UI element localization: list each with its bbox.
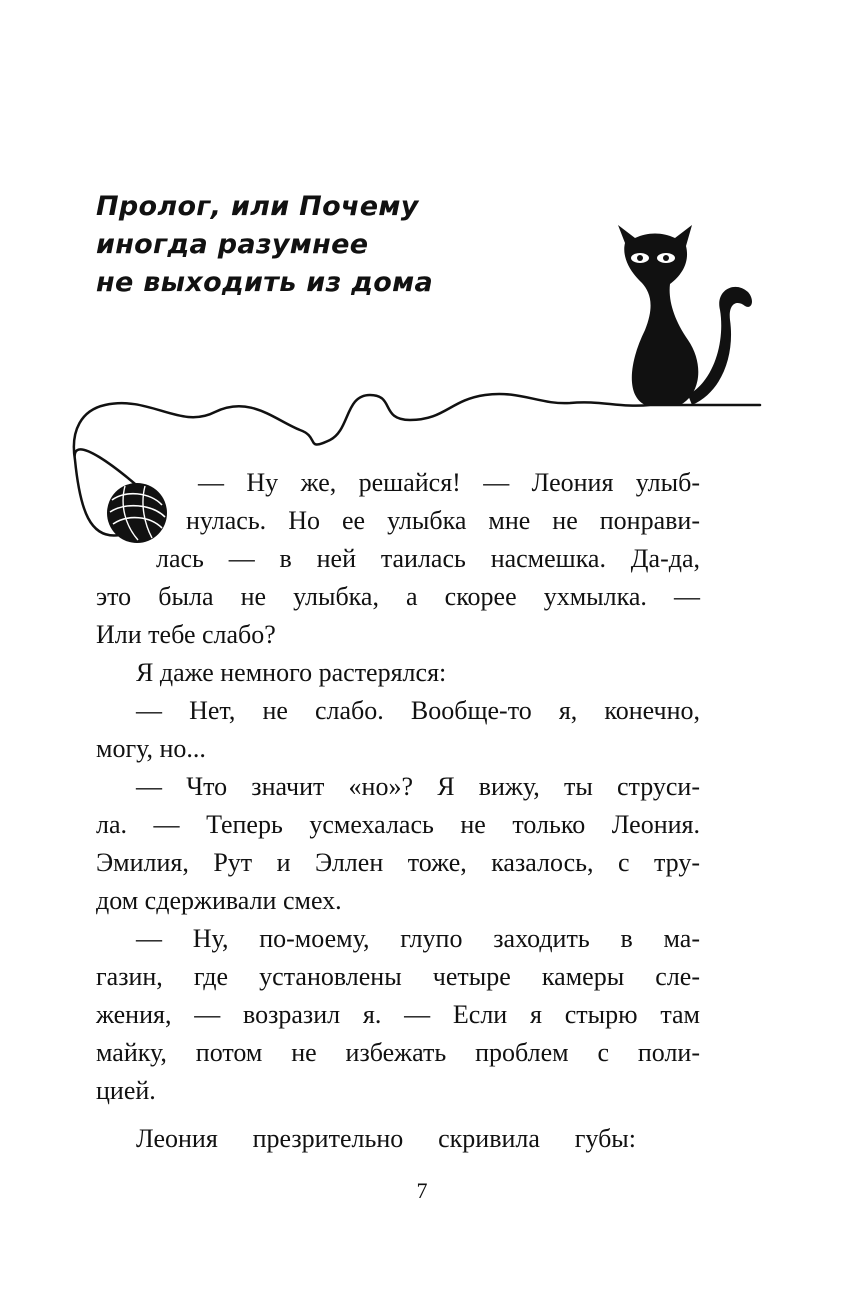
text-line: Или тебе слабо? — [96, 620, 276, 649]
text-line: это была не улыбка, а скорее ухмылка. — — [96, 582, 700, 611]
chapter-title-line: Пролог, или Почему — [96, 191, 419, 222]
chapter-title-line: не выходить из дома — [96, 267, 434, 298]
text-line: цией. — [96, 1076, 156, 1105]
text-line: — Нет, не слабо. Вообще-то я, конечно, — [136, 696, 700, 725]
text-line: майку, потом не избежать проблем с поли- — [96, 1038, 700, 1067]
text-line: жения, — возразил я. — Если я стырю там — [96, 1000, 700, 1029]
text-line: Я даже немного растерялся: — [136, 658, 447, 687]
text-line: — Ну же, решайся! — Леония улыб- — [198, 468, 700, 497]
chapter-title-line: иногда разумнее — [96, 229, 369, 260]
text-line: — Что значит «но»? Я вижу, ты струси- — [136, 772, 700, 801]
text-line: лась — в ней таилась насмешка. Да-да, — [156, 544, 700, 573]
page-number: 7 — [416, 1178, 428, 1203]
text-line: могу, но... — [96, 734, 206, 763]
text-line: — Ну, по-моему, глупо заходить в ма- — [136, 924, 700, 953]
text-line: нулась. Но ее улыбка мне не понрави- — [186, 506, 700, 535]
yarn-ball-icon — [107, 483, 167, 543]
black-cat-icon — [618, 225, 752, 405]
text-line: Леония презрительно скривила губы: — [136, 1124, 636, 1153]
text-line: дом сдерживали смех. — [96, 886, 342, 915]
text-line: газин, где установлены четыре камеры сле- — [96, 962, 700, 991]
text-line: ла. — Теперь усмехалась не только Леония. — [96, 810, 700, 839]
text-line: Эмилия, Рут и Эллен тоже, казалось, с тру- — [96, 848, 700, 877]
